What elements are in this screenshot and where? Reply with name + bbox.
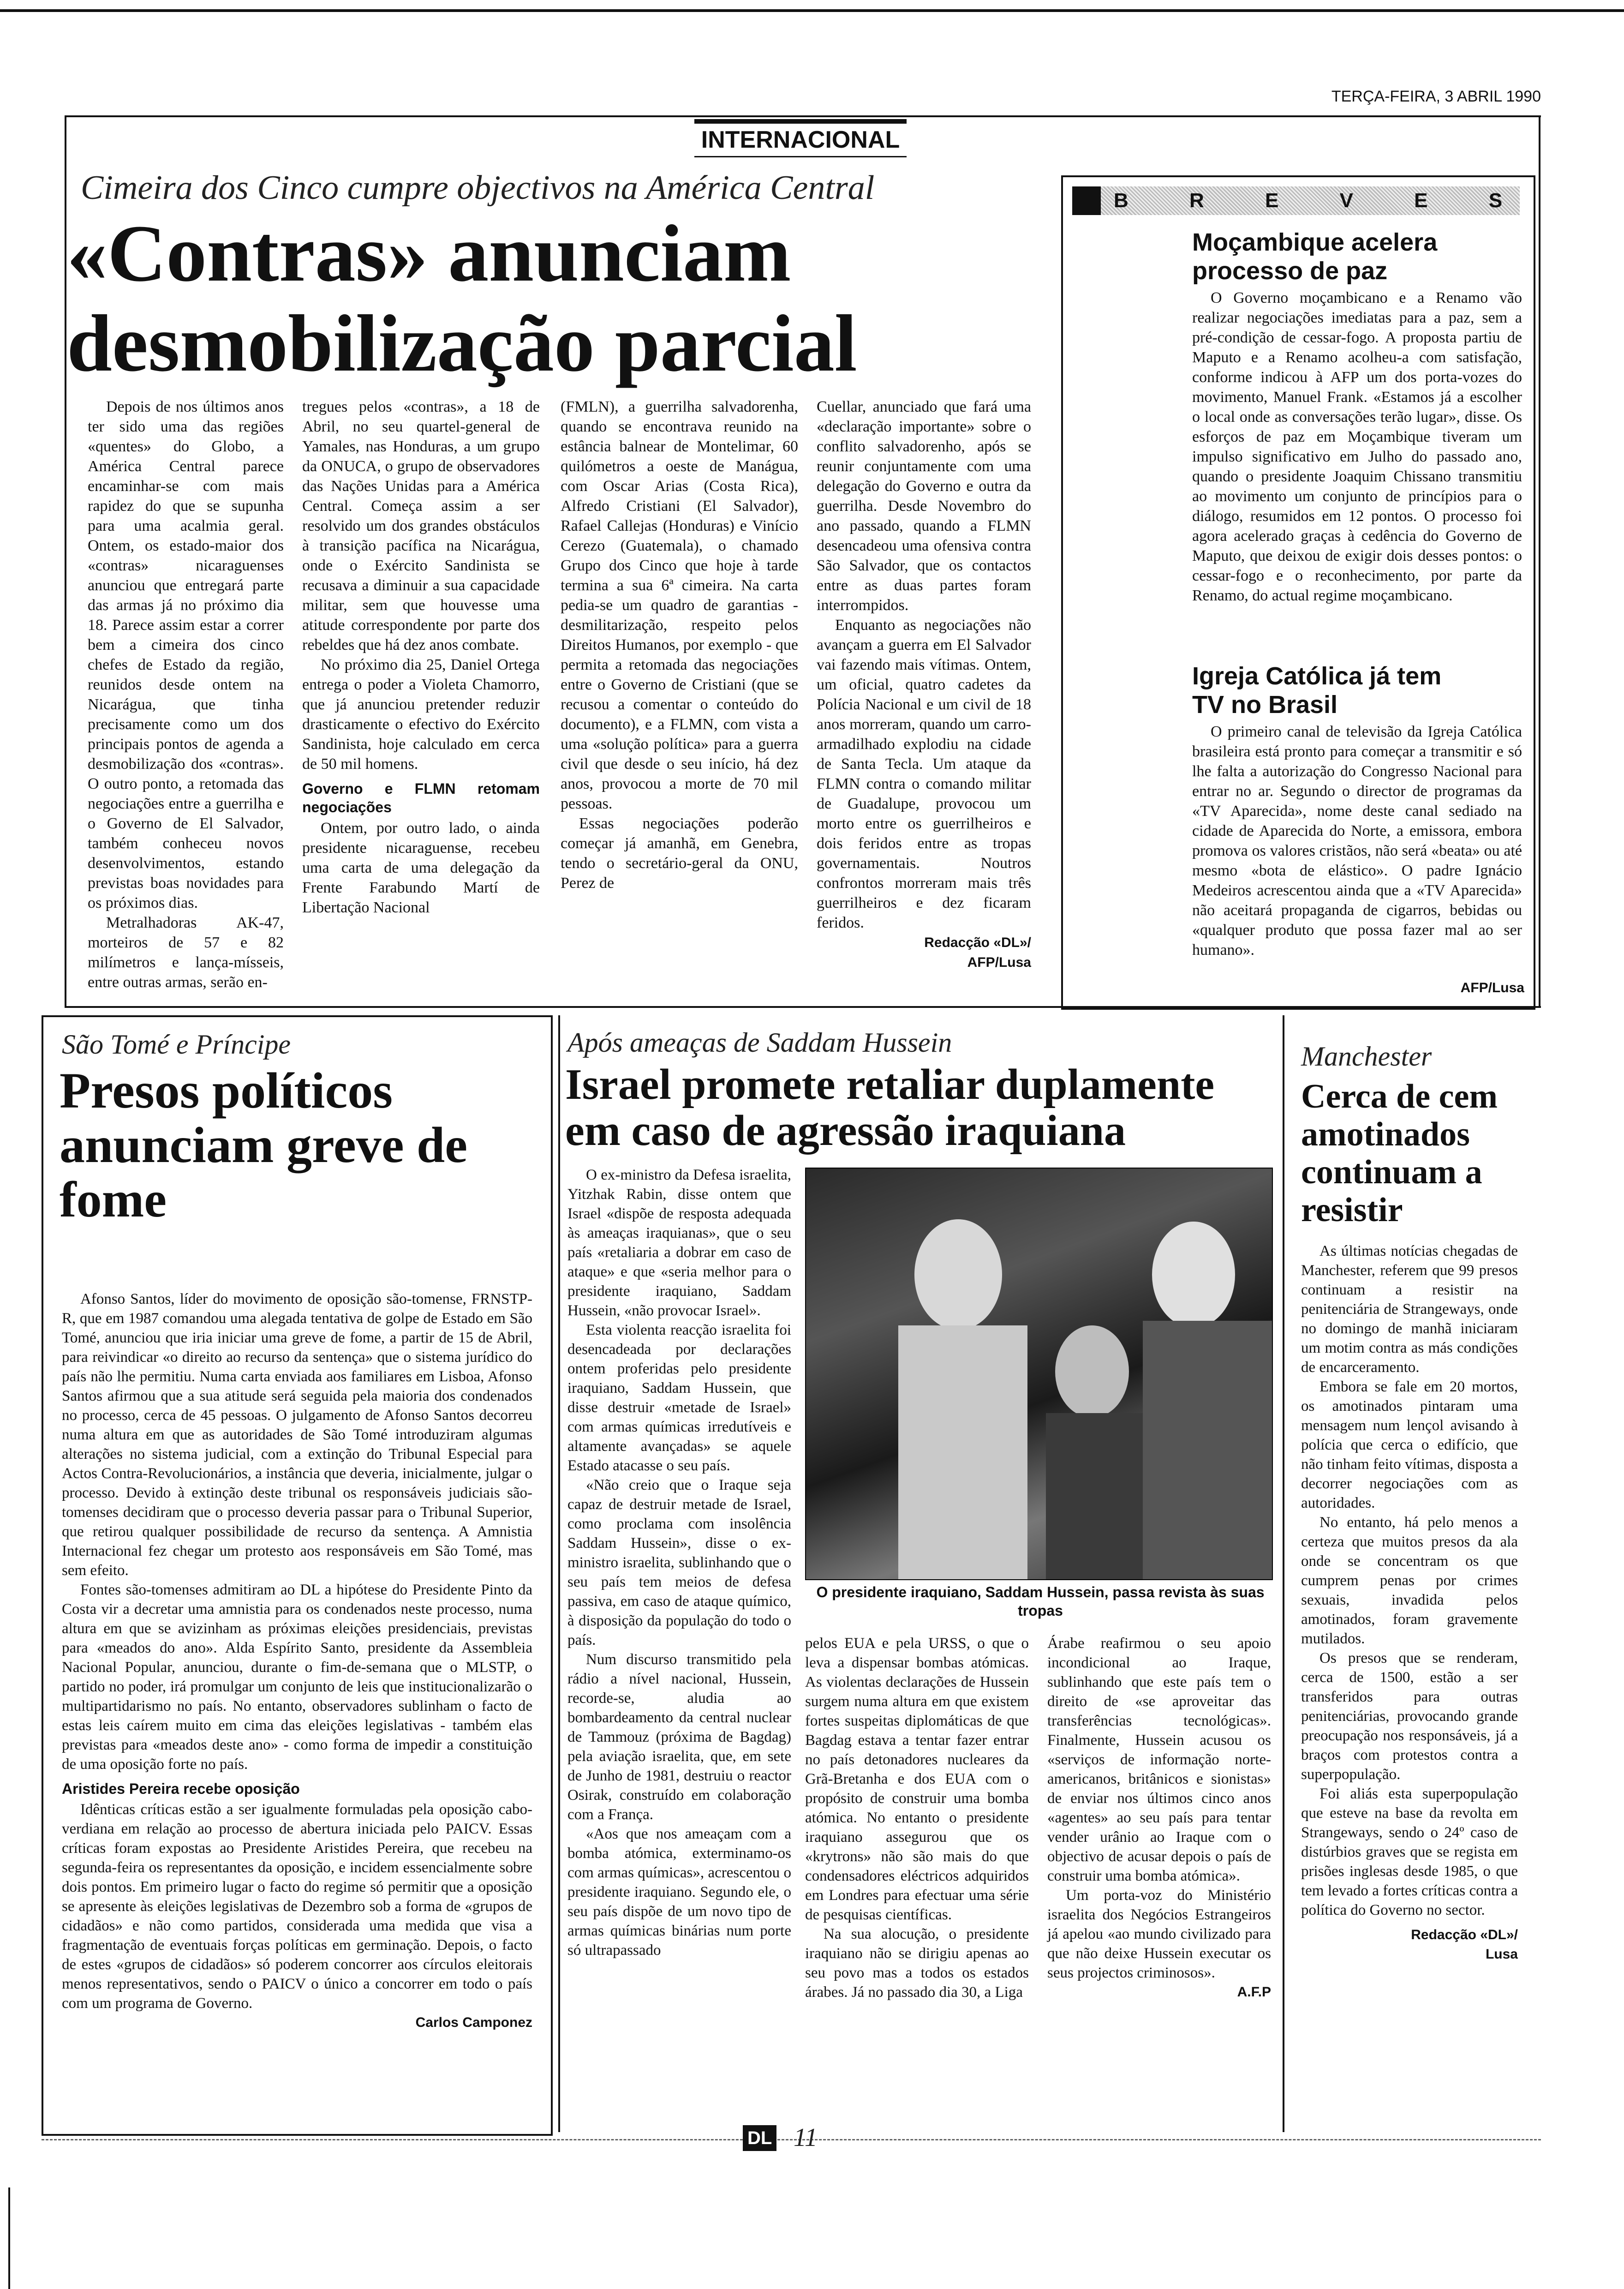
saotome-subhead: Aristides Pereira recebe oposição [62,1780,300,1797]
main-headline-1: «Contras» anunciam [67,209,791,299]
israel-col1: O ex-ministro da Defesa israelita, Yitzhak Rabin, disse ontem que Israel «dispõe de resposta adequada às ameaças iraquianas», que o seu país «retaliaria a dobrar em caso de ataque» e que «seria melhor para o presidente iraquiano, Saddam Hussein, «não provocar Israel». Esta violenta reacção israelita foi desencadeada por declarações ontem proferidas pelo presidente iraquiano, Saddam Hussein, que disse destruir «metade de Israel» com armas químicas irredutíveis e altamente avançadas» se aquele Estado atacasse o seu país. «Não creio que o Iraque seja capaz de destruir metade de Israel, como proclama com insolência Saddam Hussein», disse o ex-ministro israelita, sublinhando que o seu país tem meios de defesa passiva, em caso de ataque químico, à disposição da população do todo o país. Num discurso transmitido pela rádio a nível nacional, Hussein, recorde-se, aludia ao bombardeamento da central nuclear de Tammouz (próxima de Bagdag) pela aviação israelita, que, em sete de Junho de 1981, destruiu o reactor Osirak, construído em colaboração com a França. «Aos que nos ameaçam com a bomba atómica, exterminamo-os com armas químicas», acrescentou o presidente iraquiano. Segundo ele, o seu país dispõe de um novo tipo de armas químicas binárias num porte só ultrapassado [567,1167,791,1959]
main-subhead: Governo e FLMN retomam negociações [302,780,540,815]
footer-rule [42,2139,1541,2140]
israel-col3: Árabe reafirmou o seu apoio incondicional ao Iraque, sublinhando que este país tem o direito de «se aproveitar das transferências tecnológicas». Finalmente, Hussein acusou os «serviços de informação norte-americanos, britânicos e sionistas» de enviar nos últimos cinco anos «agentes» ao seu país para tentar vender urânio ao Iraque com o objectivo de acusar depois o país de construir uma bomba atómica». Um porta-voz do Ministério israelita dos Negócios Estrangeiros já apelou «ao mundo civilizado para que não deixe Hussein executar os seus projectos criminosos». A.F.P [1047,1634,1271,2002]
main-article-col2: tregues pelos «contras», a 18 de Abril, no seu quartel-general de Yamales, nas Honduras, a um grupo da ONUCA, o grupo de observadores das Nações Unidas para a América Central. Começa assim a ser resolvido um dos grandes obstáculos à transição pacífica na Nicarágua, onde o Exército Sandinista se recusava a diminuir a sua capacidade militar, sem que houvesse uma atitude correspondente por parte dos rebeldes que há dez anos combate. No próximo dia 25, Daniel Ortega entrega o poder a Violeta Chamorro, que já anunciou pretender reduzir drasticamente o efectivo do Exército Sandinista, hoje calculado em cerca de 50 mil homens. Governo e FLMN retomam negociações Ontem, por outro lado, o ainda presidente nicaraguense, recebeu uma carta de uma delegação da Frente Farabundo Martí de Libertação Nacional [302,398,540,916]
breves-credit: AFP/Lusa [1460,980,1524,995]
main-article-col1: Depois de nos últimos anos ter sido uma das regiões «quentes» do Globo, a América Central parece encaminhar-se com mais rapidez do que se supunha para uma acalmia geral. Ontem, os estado-maior dos «contras» nicaraguenses anunciou que entregará parte das armas já no próximo dia 18. Parece assim estar a correr bem a cimeira dos cinco chefes de Estado da região, reunidos desde ontem na Nicarágua, que tinha precisamente como um dos principais pontos de agenda a desmobilização dos «contras». O outro ponto, a retomada das negociações entre a guerrilha e o Governo de El Salvador, também conheceu novos desenvolvimentos, estando previstas boas novidades para os próximos dias. Metralhadoras AK-47, morteiros de 57 e 82 milímetros e lança-mísseis, entre outras armas, serão en- [88,398,284,991]
saotome-box [42,1015,553,2136]
saddam-photo [805,1168,1273,1580]
saotome-headline: Presos políticos anunciam greve de fome [60,1062,468,1228]
breves-box [1061,175,1535,1010]
breves-item1-text: O Governo moçambicano e a Renamo vão realizar negociações imediatas para a paz, sem a pré-condição de cessar-fogo. A proposta partiu de Maputo e a Renamo acolheu-a com satisfação, conforme indicou à AFP um dos porta-vozes do movimento, Manuel Frank. «Estamos já a escolher o local onde as conversações terão lugar», disse. Os esforços de paz em Moçambique tiveram um impulso significativo em Julho do passado ano, quando o presidente Joaquim Chissano transmitiu ao movimento um conjunto de princípios para o diálogo, resumidos em 12 pontos. O processo foi agora acelerado graças à cedência do Governo de Maputo, que deixou de exigir dois desses pontos: o cessar-fogo e o reconhecimento, por parte da Renamo, do actual regime moçambicano. [1192,289,1522,604]
date-line: TERÇA-FEIRA, 3 ABRIL 1990 [1331,88,1541,105]
breves-item2-title: Igreja Católica já tem TV no Brasil [1192,662,1442,719]
frame-top [65,115,1541,117]
main-article-col3: (FMLN), a guerrilha salvadorenha, quando se encontrava reunido na estância balnear de Montelimar, 60 quilómetros a oeste de Manágua, com Oscar Arias (Costa Rica), Alfredo Cristiani (El Salvador), Rafael Callejas (Honduras) e Vinício Cerezo (Guatemala), o chamado Grupo dos Cinco que hoje à tarde termina a sua 6ª cimeira. Na carta pedia-se um quadro de garantias - desmilitarização, respeito pelos Direitos Humanos, por exemplo - que permita a retomada das negociações entre o Governo de Cristiani (que se recusou a comentar o conteúdo do documento), e a FLMN, com vista a uma «solução política» para a guerra civil que desde o seu início, há dez anos, provocou a morte de 70 mil pessoas. Essas negociações poderão começar já amanhã, em Genebra, tendo o secretário-geral da ONU, Perez de [561,398,798,892]
footer-logo: DL [743,2125,776,2151]
left-binding-rule [8,2187,10,2289]
manchester-credit-2: Lusa [1485,1947,1518,1962]
breves-item1-title: Moçambique acelera processo de paz [1192,228,1438,285]
mid-rule [65,1006,1541,1008]
section-label: INTERNACIONAL [694,119,907,157]
breves-item2-text: O primeiro canal de televisão da Igreja Católica brasileira está pronto para começar a transmitir e só lhe falta a autorização do Congresso Nacional para entrar no ar. Segundo o director de programas da «TV Aparecida», nome deste canal sediado na cidade de Aparecida do Norte, a emissora, embora promova os valores cristãos, não será «beata» ou até mesmo «bota de elástico». O padre Ignácio Medeiros acrescentou ainda que a «TV Aparecida» não aceitará propaganda de cigarros, bebidas ou «qualquer produto que possa fazer mal ao ser humano». [1192,723,1522,959]
israel-col2: pelos EUA e pela URSS, o que o leva a dispensar bombas atómicas. As violentas declarações de Hussein surgem numa altura em que existem fortes suspeitas diplomáticas de que Bagdag estava a tentar fazer entrar no país detonadores nucleares da Grã-Bretanha e dos EUA com o propósito de construir uma bomba atómica. No entanto o presidente iraquiano assegurou que os «krytrons» não são mais do que condensadores eléctricos adquiridos em Londres para efectuar uma série de pesquisas científicas. Na sua alocução, o presidente iraquiano não se dirigiu apenas ao seu povo mas a todos os estados árabes. Já no passado dia 30, a Liga [805,1635,1029,2001]
main-credit-2: AFP/Lusa [967,955,1031,970]
manchester-body: As últimas notícias chegadas de Manchester, referem que 99 presos continuam a resistir na penitenciária de Strangeways, onde no domingo de manhã iniciaram um motim contra as más condições de encarceramento. Embora se fale em 20 mortos, os amotinados pintaram uma mensagem num lençol avisando à polícia que cerca o edifício, que não tinham feito vítimas, disposta a decorrer negociações com as autoridades. No entanto, há pelo menos a certeza que muitos presos da ala onde se concentram os que cumprem penas por crimes sexuais, invadida pelos amotinados, foram gravemente mutilados. Os presos que se renderam, cerca de 1500, estão a ser transferidos para outras penitenciárias, provocando grande preocupação nos responsáveis, já a braços com protestos contra a superpopulação. Foi aliás esta superpopulação que esteve na base da revolta em Strangeways, sendo o 24º caso de distúrbios graves que se regista em prisões inglesas desde 1985, o que tem levado a fortes críticas contra a política do Governo no sector. Redacção «DL»/ Lusa [1301,1241,1518,1964]
israel-headline-1: Israel promete retaliar duplamente [565,1061,1215,1109]
main-article-col4: Cuellar, anunciado que fará uma «declaração importante» sobre o conflito salvadorenho, após se reunir conjuntamente com uma delegação do Governo e outra da guerrilha. Desde Novembro do ano passado, quando a FLMN desencadeou uma ofensiva contra São Salvador, que os contactos entre as duas partes foram interrompidos. Enquanto as negociações não avançam a guerra em El Salvador vai fazendo mais vítimas. Ontem, um oficial, quatro cadetes da Polícia Nacional e um civil de 18 anos morreram, quando um carro-armadilhado explodiu na cidade de Santa Tecla. Um ataque da FLMN contra o comando militar de Guadalupe, provocou um morto entre os guerrilheiros e dois feridos entre as tropas governamentais. Noutros confrontos morreram mais três guerrilheiros e dez ficaram feridos. Redacção «DL»/ AFP/Lusa [817,397,1031,972]
main-kicker: Cimeira dos Cinco cumpre objectivos na América Central [81,169,875,207]
main-credit-1: Redacção «DL»/ [924,935,1031,950]
manchester-kicker: Manchester [1301,1041,1432,1072]
israel-credit: A.F.P [1237,1984,1271,2000]
israel-left-rule [558,1015,560,2132]
page-number: 11 [794,2123,818,2152]
breves-square-icon [1072,186,1101,215]
photo-caption: O presidente iraquiano, Saddam Hussein, passa revista às suas tropas [816,1584,1265,1619]
manchester-credit-1: Redacção «DL»/ [1411,1927,1518,1942]
saotome-body: Afonso Santos, líder do movimento de oposição são-tomense, FRNSTP-R, que em 1987 comandou uma alegada tentativa de golpe de Estado em São Tomé, anunciou que iria iniciar uma greve de fome, a partir de 15 de Abril, para reivindicar «o direito ao recurso da sentença» que o sistema jurídico do país não lhe permitiu. Numa carta enviada aos familiares em Lisboa, Afonso Santos afirmou que a sua atitude será seguida pela maioria dos condenados no processo, cerca de 45 pessoas. O julgamento de Afonso Santos decorreu numa altura em que as autoridades de São Tomé introduziram algumas alterações no sistema judicial, com a extinção do Tribunal Especial para Actos Contra-Revolucionários, a instância que deveria, inicialmente, julgar o processo. Devido à extinção deste tribunal os responsáveis judiciais são-tomenses decidiram que o processo deveria passar para o Tribunal Superior, que retirou qualquer possibilidade de recurso da sentença. A Amnistia Internacional fez chegar um protesto aos responsáveis em São Tomé, mas sem efeito. Fontes são-tomenses admitiram ao DL a hipótese do Presidente Pinto da Costa vir a decretar uma amnistia para os condenados neste processo, numa altura em que se avizinham as próximas eleições presidenciais, previstas para «meados do ano». Alda Espírito Santo, presidente da Assembleia Nacional Popular, anunciou, durante o fim-de-semana que o MLSTP, o partido no poder, irá promulgar um conjunto de leis que institucionalizarão o multipartidarismo no país. No entanto, observadores sublinham o facto de estas leis caírem muito em cima das eleições legislativas - também elas previstas para «meados deste ano» - como forma de impedir a constituição de uma oposição forte no país. Aristides Pereira recebe oposição Idênticas críticas estão a ser igualmente formuladas pela oposição cabo-verdiana em relação ao processo de abertura iniciada pelo PAICV. Essas críticas foram expostas ao Presidente Aristides Pereira, que recebeu na segunda-feira os representantes da oposição, e incidem essencialmente sobre dois pontos. Em primeiro lugar o facto do regime só permitir que a oposição se apresente às eleições legislativas de Dezembro sob a forma de «grupos de cidadãos» e não como partidos, considerada uma medida que visa a fragmentação de eventuais forças políticas em germinação. Depois, o facto de estes «grupos de cidadãos» só poderem concorrer aos círculos eleitorais menos representativos, sendo o PAICV o único a concorrer em todo o país com um programa de Governo. Carlos Camponez [62,1289,532,2032]
saotome-credit: Carlos Camponez [415,2015,532,2030]
frame-left [65,115,66,1006]
breves-banner [1072,186,1530,215]
photo-figures [806,1168,1272,1579]
israel-headline-2: em caso de agressão iraquiana [565,1107,1126,1155]
frame-right [1539,115,1540,1006]
top-rule [0,9,1624,12]
manchester-headline: Cerca de cem amotinados continuam a resistir [1301,1078,1498,1229]
manchester-left-rule [1283,1015,1284,2132]
breves-label: B R E V E S [1114,189,1530,212]
israel-kicker: Após ameaças de Saddam Hussein [567,1027,952,1058]
main-headline-2: desmobilização parcial [67,299,857,389]
saotome-kicker: São Tomé e Príncipe [62,1029,291,1060]
